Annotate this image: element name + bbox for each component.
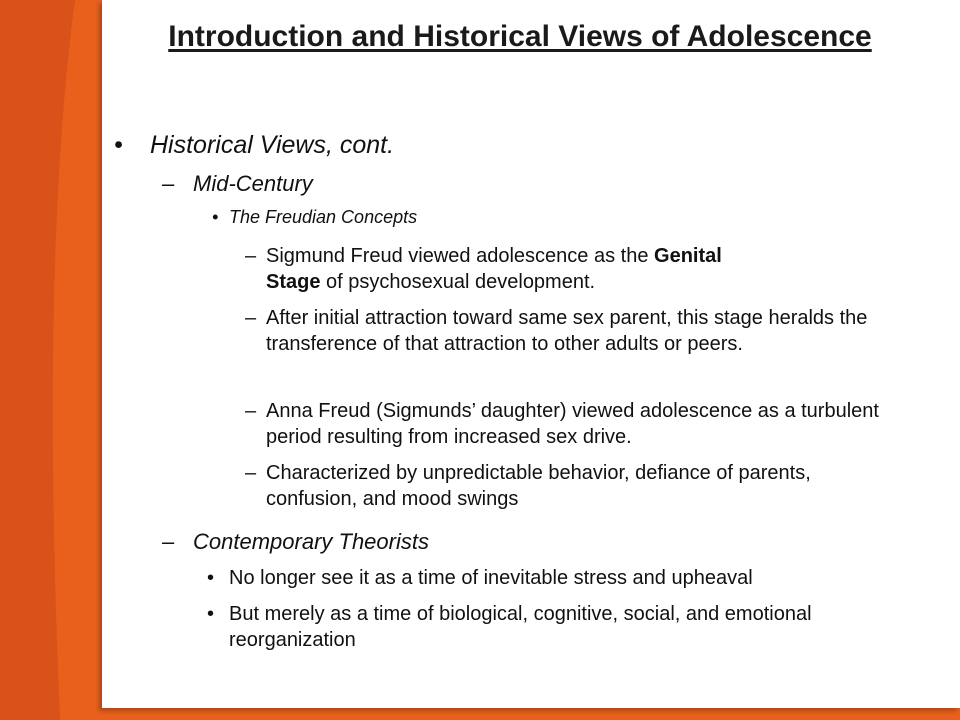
genital-term: Genital: [654, 245, 722, 267]
bullet-marker: •: [207, 603, 215, 625]
midcentury-label: Mid-Century: [193, 171, 313, 196]
p1-text-end: of psychosexual development.: [320, 271, 596, 293]
bullet-marker: •: [207, 567, 215, 589]
dash-marker: –: [245, 400, 257, 422]
attraction-paragraph: After initial attraction toward same sex parent, this stage heralds the transference of that attraction to other adults or peers.: [266, 307, 868, 355]
dash-marker: –: [245, 462, 257, 484]
freudian-concepts-heading: The Freudian Concepts: [229, 207, 418, 227]
contemporary-label: Contemporary Theorists: [193, 529, 429, 554]
bullet-marker: •: [114, 131, 123, 159]
slide-title: Introduction and Historical Views of Adolescence: [168, 20, 872, 53]
stage-term: Stage: [266, 271, 321, 293]
dash-marker: –: [245, 245, 257, 267]
dash-marker: –: [245, 307, 257, 329]
anna-freud-paragraph: Anna Freud (Sigmunds’ daughter) viewed adolescence as a turbulent period resulting from increased sex drive.: [266, 400, 879, 448]
dash-marker: –: [162, 529, 175, 554]
heading-historical-views: Historical Views, cont.: [150, 131, 395, 159]
dash-marker: –: [162, 171, 175, 196]
contemporary-bullet-1: No longer see it as a time of inevitable stress and upheaval: [229, 567, 753, 589]
characterized-paragraph: Characterized by unpredictable behavior, defiance of parents, confusion, and mood swings: [266, 462, 811, 510]
genital-stage-paragraph: [266, 243, 906, 295]
contemporary-bullet-2: But merely as a time of biological, cognitive, social, and emotional reorganization: [229, 603, 812, 651]
p1-text: Sigmund Freud viewed adolescence as the: [266, 245, 655, 267]
bullet-marker: •: [212, 207, 219, 227]
